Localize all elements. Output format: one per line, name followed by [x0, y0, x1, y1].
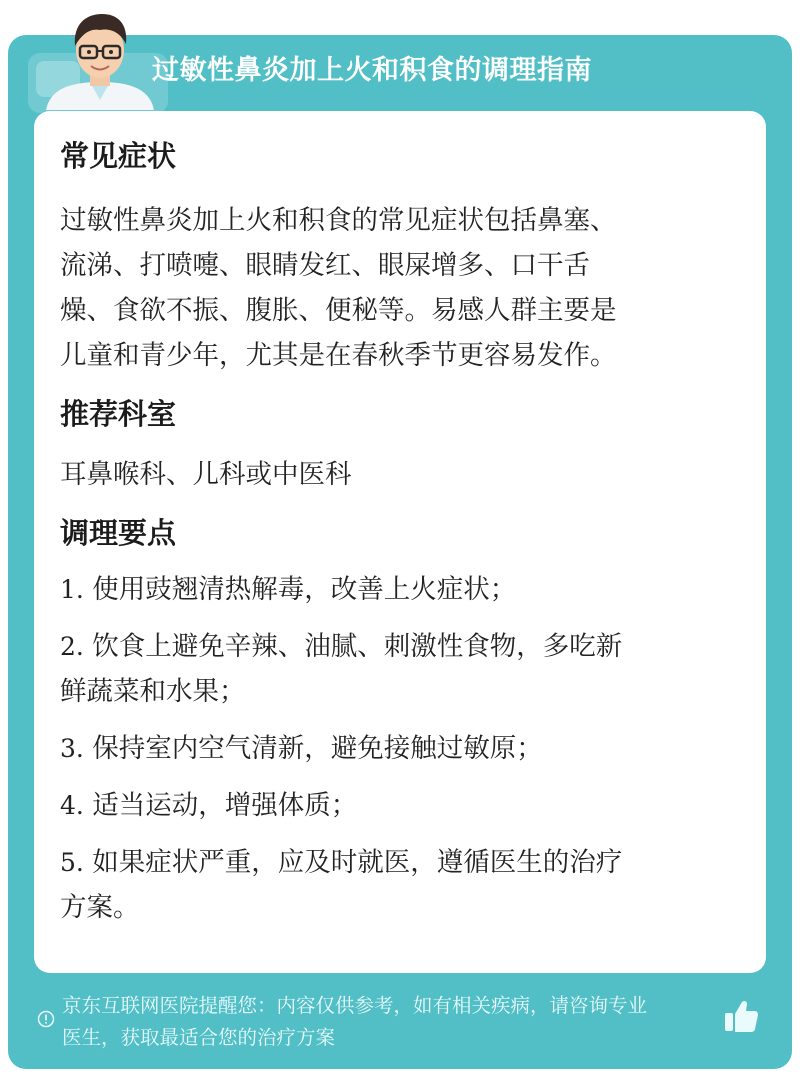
disclaimer-line: 京东互联网医院提醒您：内容仅供参考，如有相关疾病，请咨询专业	[62, 994, 648, 1017]
section-heading-department: 推荐科室	[60, 397, 177, 431]
list-item-number: 4.	[60, 791, 84, 820]
doctor-avatar	[40, 6, 160, 110]
list-item-text: 使用豉翘清热解毒，改善上火症状；	[92, 574, 517, 605]
section-heading-tips: 调理要点	[60, 516, 177, 550]
disclaimer-line: 医生，获取最适合您的治疗方案	[62, 1026, 336, 1049]
thumbs-up-icon[interactable]	[722, 998, 760, 1034]
list-item-text: 鲜蔬菜和水果；	[60, 676, 246, 707]
symptoms-line: 流涕、打喷嚏、眼睛发红、眼屎增多、口干舌	[60, 250, 590, 281]
symptoms-line: 过敏性鼻炎加上火和积食的常见症状包括鼻塞、	[60, 205, 617, 236]
list-item-text: 适当运动，增强体质；	[92, 790, 358, 821]
section-heading-symptoms: 常见症状	[60, 139, 177, 173]
symptoms-line: 燥、食欲不振、腹胀、便秘等。易感人群主要是	[60, 295, 617, 326]
list-item	[60, 567, 730, 612]
symptoms-line: 儿童和青少年，尤其是在春秋季节更容易发作。	[60, 340, 617, 371]
list-item-number: 3.	[60, 734, 84, 763]
list-item	[60, 783, 730, 828]
list-item	[60, 840, 730, 930]
list-item-text: 如果症状严重，应及时就医，遵循医生的治疗	[92, 847, 623, 878]
list-item	[60, 624, 730, 714]
symptoms-paragraph	[60, 198, 730, 378]
list-item-text: 方案。	[60, 892, 140, 923]
page-title: 过敏性鼻炎加上火和积食的调理指南	[152, 55, 592, 86]
info-icon	[37, 1010, 55, 1028]
list-item-number: 1.	[60, 575, 84, 604]
list-item-number: 5.	[60, 848, 84, 877]
list-item	[60, 726, 730, 771]
list-item-number: 2.	[60, 632, 84, 661]
list-item-text: 饮食上避免辛辣、油腻、刺激性食物，多吃新	[92, 631, 623, 662]
tips-list	[60, 567, 730, 930]
disclaimer	[62, 990, 732, 1054]
article-content	[60, 136, 730, 930]
department-text: 耳鼻喉科、儿科或中医科	[60, 459, 352, 490]
list-item-text: 保持室内空气清新，避免接触过敏原；	[92, 733, 543, 764]
